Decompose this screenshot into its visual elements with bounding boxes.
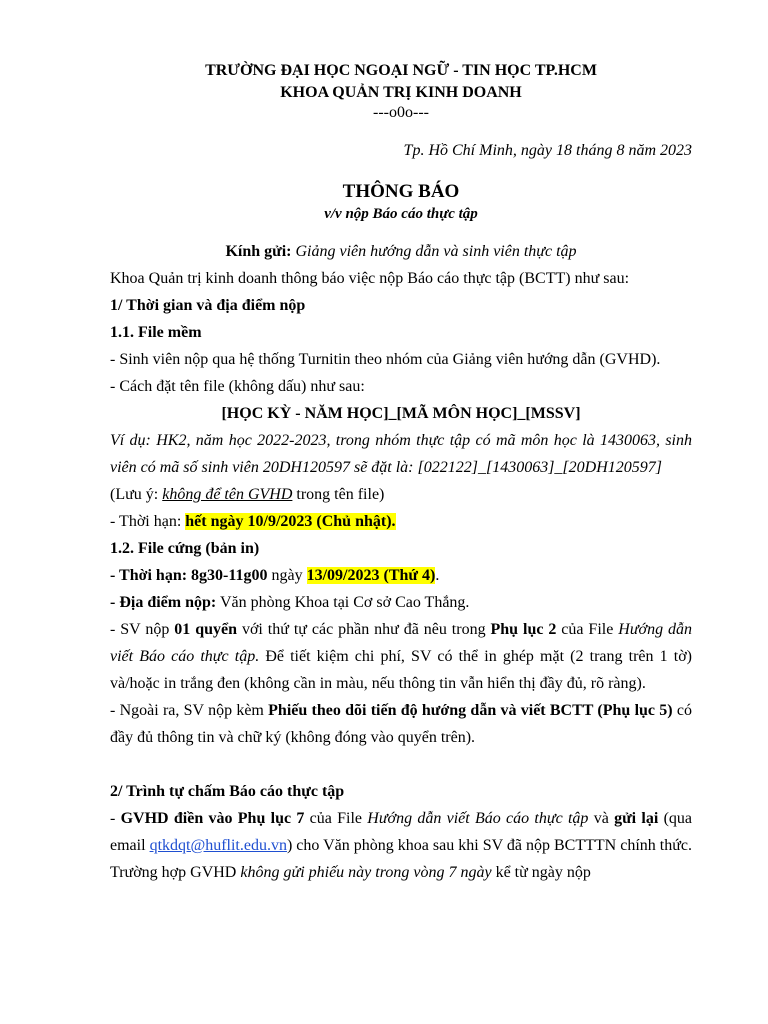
grading-bold-2: gửi lại xyxy=(614,810,659,827)
extra-text-1: - Ngoài ra, SV nộp kèm xyxy=(110,702,269,719)
grading-text-3: và xyxy=(588,810,615,827)
hardcopy-deadline-dash: - xyxy=(110,567,120,584)
note-prefix: (Lưu ý: xyxy=(110,486,163,503)
hardcopy-deadline-end: . xyxy=(435,567,440,584)
extra-text-2: có đầy đủ thông tin và chữ ký (không đóng vào quyển trên). xyxy=(110,702,692,746)
grading-text-5: ) cho Văn phòng khoa sau khi SV đã nộp BCTTTN chính thức. Trường hợp GVHD xyxy=(110,837,693,881)
hardcopy-extra-paragraph xyxy=(110,697,692,751)
section2-heading: 2/ Trình tự chấm Báo cáo thực tập xyxy=(110,783,345,800)
faculty-name: KHOA QUẢN TRỊ KINH DOANH xyxy=(280,84,522,101)
sv-text-4: Để tiết kiệm chi phí, SV có thể in ghép mặt (2 trang trên 1 tờ) và/hoặc in trắng đen (không cần in màu, nếu thông tin vẫn hiển thị đầy đủ, rõ ràng). xyxy=(110,648,692,692)
grading-italic-2: không gửi phiếu này trong vòng 7 ngày xyxy=(240,864,492,881)
recipient-value: Giảng viên hướng dẫn và sinh viên thực tập xyxy=(295,243,577,260)
grading-paragraph xyxy=(110,805,692,886)
note-emphasis: không để tên GVHD xyxy=(162,486,293,503)
softfile-deadline-value: hết ngày 10/9/2023 (Chủ nhật). xyxy=(185,513,396,530)
email-link[interactable]: qtkdqt@huflit.edu.vn xyxy=(149,837,287,854)
grading-italic-1: Hướng dẫn viết Báo cáo thực tập xyxy=(367,810,589,827)
date-line: Tp. Hồ Chí Minh, ngày 18 tháng 8 năm 2023 xyxy=(403,142,692,159)
softfile-deadline-label: - Thời hạn: xyxy=(110,513,186,530)
intro-paragraph: Khoa Quản trị kinh doanh thông báo việc nộp Báo cáo thực tập (BCTT) như sau: xyxy=(110,270,630,287)
extra-bold: Phiếu theo dõi tiến độ hướng dẫn và viết BCTT (Phụ lục 5) xyxy=(268,702,673,719)
hardcopy-deadline xyxy=(110,562,692,589)
filename-note xyxy=(110,481,692,508)
softfile-submit-paragraph: - Sinh viên nộp qua hệ thống Turnitin theo nhóm của Giảng viên hướng dẫn (GVHD). xyxy=(110,351,661,368)
sv-text-3: của File xyxy=(556,621,619,638)
filename-instruction: - Cách đặt tên file (không dấu) như sau: xyxy=(110,378,365,395)
hardcopy-place-dash: - xyxy=(110,594,120,611)
grading-text-4: (qua email xyxy=(110,810,693,854)
sv-bold-1: 01 quyển xyxy=(174,621,238,638)
separator: ---o0o--- xyxy=(373,104,429,121)
sv-bold-2: Phụ lục 2 xyxy=(490,621,557,638)
document-subtitle: v/v nộp Báo cáo thực tập xyxy=(324,206,478,222)
blank-gap xyxy=(110,751,692,778)
hardcopy-sv-paragraph xyxy=(110,616,692,697)
document-title: THÔNG BÁO xyxy=(342,181,460,202)
recipient-label: Kính gửi: xyxy=(225,243,292,260)
sv-italic-1: Hướng dẫn viết Báo cáo thực tập. xyxy=(110,621,693,665)
university-name: TRƯỜNG ĐẠI HỌC NGOẠI NGỮ - TIN HỌC TP.HCM xyxy=(205,62,597,79)
filename-format: [HỌC KỲ - NĂM HỌC]_[MÃ MÔN HỌC]_[MSSV] xyxy=(221,405,581,422)
filename-example: Ví dụ: HK2, năm học 2022-2023, trong nhóm thực tập có mã môn học là 1430063, sinh viên có mã số sinh viên 20DH120597 sẽ đặt là: [022122]_[1430063]_[20DH120597] xyxy=(110,432,692,476)
grading-text-6: kể từ ngày nộp xyxy=(491,864,591,881)
recipient-line xyxy=(110,238,692,265)
grading-bold-1: GVHD điền vào Phụ lục 7 xyxy=(120,810,305,827)
section1-2-heading: 1.2. File cứng (bản in) xyxy=(110,540,260,557)
hardcopy-place-value: Văn phòng Khoa tại Cơ sở Cao Thắng. xyxy=(216,594,470,611)
grading-text-1: - xyxy=(110,810,121,827)
hardcopy-deadline-label: Thời hạn: 8g30-11g00 xyxy=(119,567,268,584)
sv-text-1: - SV nộp xyxy=(110,621,175,638)
grading-text-2: của File xyxy=(304,810,368,827)
hardcopy-place xyxy=(110,589,692,616)
hardcopy-place-label: Địa điểm nộp: xyxy=(119,594,217,611)
softfile-deadline xyxy=(110,508,692,535)
section1-heading: 1/ Thời gian và địa điểm nộp xyxy=(110,297,306,314)
sv-text-2: với thứ tự các phần như đã nêu trong xyxy=(237,621,491,638)
note-suffix: trong tên file) xyxy=(292,486,385,503)
section1-1-heading: 1.1. File mềm xyxy=(110,324,202,341)
hardcopy-deadline-mid: ngày xyxy=(267,567,307,584)
hardcopy-deadline-date: 13/09/2023 (Thứ 4) xyxy=(306,567,436,584)
